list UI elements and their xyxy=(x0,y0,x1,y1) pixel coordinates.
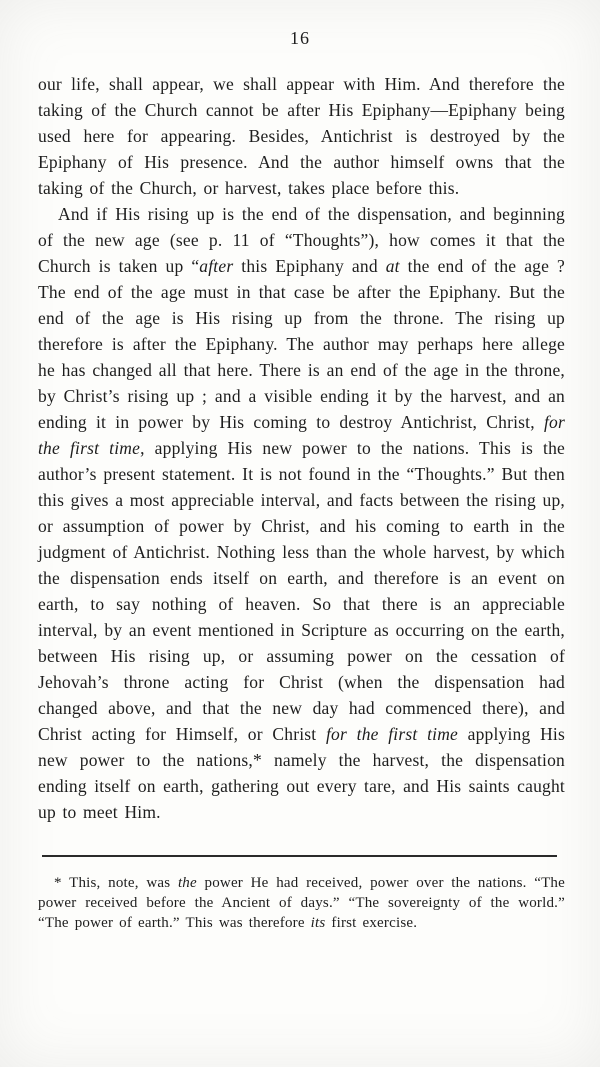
main-text xyxy=(0,71,600,825)
body-paragraph: And if His rising up is the end of the dispensation, and beginning of the new age (see p. 11 of “Thoughts”), how comes it that the Church is taken up “after this Epiphany and at the end of the age ? The end of the age must in that case be after the Epiphany. But the end of the age is His rising up from the throne. The rising up therefore is after the Epiphany. The author may perhaps here allege he has changed all that here. There is an end of the age in the throne, by Christ’s rising up ; and a visible ending it by the harvest, and an ending it in power by His coming to destroy Antichrist, Christ, for the first time, applying His new power to the nations. This is the author’s present statement. It is not found in the “Thoughts.” But then this gives a most appreciable interval, and facts between the rising up, or assumption of power by Christ, and his coming to earth in the judgment of Antichrist. Nothing less than the whole harvest, by which the dispensation ends itself on earth, and therefore is an event on earth, to say nothing of heaven. So that there is an appreciable interval, by an event mentioned in Scripture as occurring on the earth, between His rising up, or assuming power on the cessation of Jehovah’s throne acting for Christ (when the dispensation had changed above, and that the new day had commenced there), and Christ acting for Himself, or Christ for the first time applying His new power to the nations,* namely the harvest, the dispensation ending itself on earth, gathering out every tare, and His saints caught up to meet Him. xyxy=(38,204,566,822)
footnote-block xyxy=(0,857,600,933)
page-number: 16 xyxy=(290,28,310,48)
body-paragraph: our life, shall appear, we shall appear with Him. And therefore the taking of the Church cannot be after His Epiphany—Epiphany being used here for appearing. Besides, Antichrist is destroyed by the Epiphany of His presence. And the author himself owns that the taking of the Church, or harvest, takes place before this. xyxy=(38,74,565,198)
footnote-text: * This, note, was the power He had received, power over the nations. “The power received before the Ancient of days.” “The sovereignty of the world.” “The power of earth.” This was therefore its first exercise. xyxy=(38,875,565,931)
